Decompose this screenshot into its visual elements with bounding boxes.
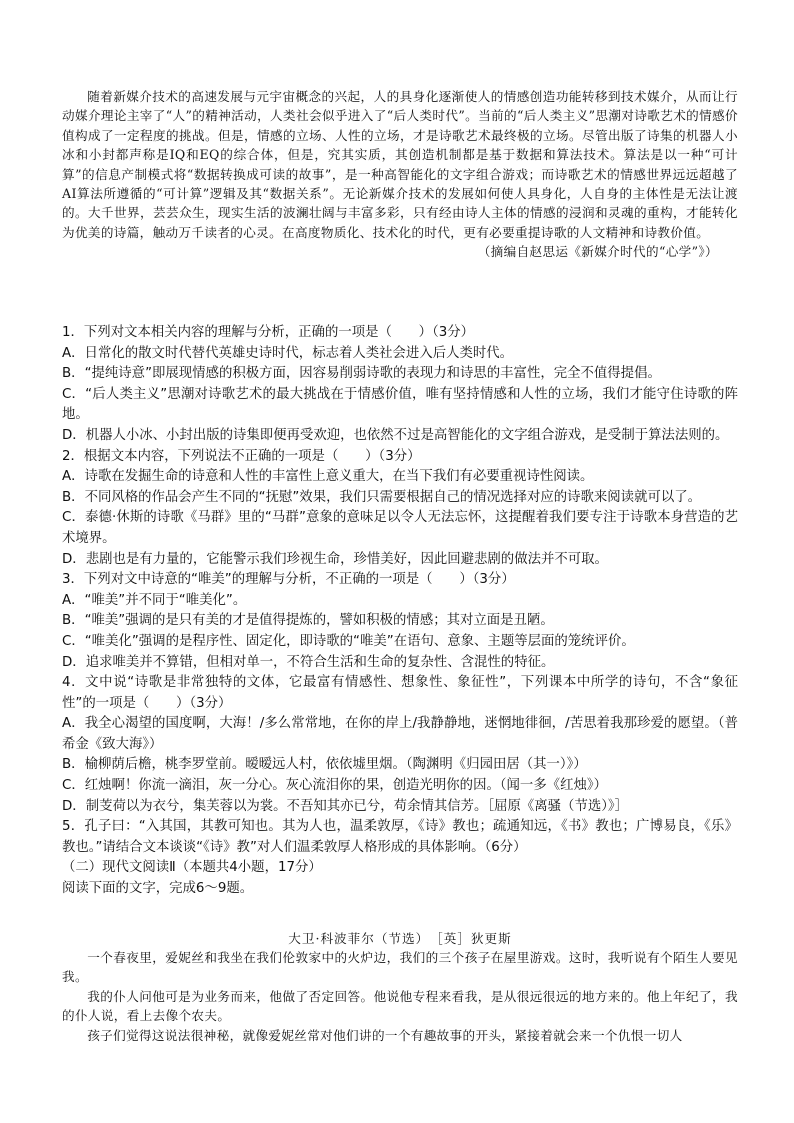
question-stem: 3．下列对文中诗意的“唯美”的理解与分析，不正确的一项是（ ）（3分）: [62, 572, 515, 588]
option-b: B．“唯美”强调的是只有美的才是值得提炼的，譬如积极的情感；其对立面是丑陋。: [62, 613, 554, 629]
question-2: [62, 447, 738, 571]
section-heading: （二）现代文阅读Ⅱ（本题共4小题，17分）: [62, 860, 322, 876]
passage-paragraph: 一个春夜里，爱妮丝和我坐在我们伦敦家中的火炉边，我们的三个孩子在屋里游戏。这时，我听说有个陌生人要见我。: [62, 950, 738, 985]
question-stem: 1．下列对文本相关内容的理解与分析，正确的一项是（ ）（3分）: [62, 325, 475, 340]
option-d: D．追求唯美并不算错，但相对单一，不符合生活和生命的复杂性、含混性的特征。: [62, 654, 555, 670]
option-d: D．机器人小冰、小封出版的诗集即便再受欢迎，也依然不过是高智能化的文字组合游戏，是受制于算法法则的。: [62, 427, 729, 443]
option-a: A．我全心渴望的国度啊，大海！/多么常常地，在你的岸上/我静静地，迷惘地徘徊，/苦思着我那珍爱的愿望。（普希金《致大海》）: [62, 716, 738, 752]
option-b: B．榆柳荫后檐，桃李罗堂前。暧暧远人村，依依墟里烟。（陶渊明《归园田居（其一）》）: [62, 757, 587, 773]
option-c: C．“后人类主义”思潮对诗歌艺术的最大挑战在于情感价值，唯有坚持情感和人性的立场，我们才能守住诗歌的阵地。: [62, 386, 738, 423]
passage-paragraph: 我的仆人问他可是为业务而来，他做了否定回答。他说他专程来看我，是从很远很远的地方来的。他上年纪了，我的仆人说，看上去像个农夫。: [62, 988, 738, 1024]
option-b: B．“提纯诗意”即展现情感的积极方面，因容易削弱诗歌的表现力和诗思的丰富性，完全不值得提倡。: [62, 366, 661, 382]
question-stem: 2．根据文本内容，下列说法不正确的一项是（ ）（3分）: [62, 448, 421, 464]
option-b: B．不同风格的作品会产生不同的“抚慰”效果，我们只需要根据自己的情况选择对应的诗歌来阅读就可以了。: [62, 489, 702, 505]
option-c: C．泰德·休斯的诗歌《马群》里的“马群”意象的意味足以令人无法忘怀，这提醒着我们要专注于诗歌本身营造的艺术境界。: [62, 510, 738, 546]
option-d: D．悲剧也是有力量的，它能警示我们珍视生命，珍惜美好，因此回避悲剧的做法并不可取。: [62, 551, 608, 567]
question-1: [62, 323, 738, 447]
option-c: C．红烛啊！你流一滴泪，灰一分心。灰心流泪你的果，创造光明你的因。（闻一多《红烛》）: [62, 778, 607, 794]
passage-1: [62, 87, 738, 262]
passage-paragraph: 随着新媒介技术的高速发展与元宇宙概念的兴起，人的具身化逐渐使人的情感创造功能转移到技术媒介，从而让行动媒介理论主宰了“人”的精神活动，人类社会似乎进入了“后人类时代”。当前的“后人类主义”思潮对诗歌艺术的情感价值构成了一定程度的挑战。但是，情感的立场、人性的立场，才是诗歌艺术最终极的立场。尽管出版了诗集的机器人小冰和小封都声称是IQ和EQ的综合体，但是，究其实质，其创造机制都是基于数据和算法技术。算法是以一种“可计算”的信息产制模式将“数据转换成可读的故事”，是一种高智能化的文字组合游戏；而诗歌艺术的情感世界远远超越了AI算法所遵循的“可计算”逻辑及其“数据关系”。无论新媒介技术的发展如何使人具身化，人自身的主体性是无法让渡的。大千世界，芸芸众生，现实生活的波澜壮阔与丰富多彩，只有经由诗人主体的情感的浸润和灵魂的重构，才能转化为优美的诗篇，触动万千读者的心灵。在高度物质化、技术化的时代，更有必要重提诗歌的人文精神和诗教价值。: [62, 89, 738, 240]
question-4: [62, 673, 738, 817]
passage-paragraph: 孩子们觉得这说法很神秘，就像爱妮丝常对他们讲的一个有趣故事的开头，紧接着就会来一个仇恨一切人: [87, 1027, 683, 1043]
option-c: C．“唯美化”强调的是程序性、固定化，即诗歌的“唯美”在语句、意象、主题等层面的笼统评价。: [62, 633, 635, 649]
question-5: [62, 817, 738, 858]
questions-block: [62, 323, 738, 900]
passage-title: 大卫·科波菲尔（节选） ［英］狄更斯: [288, 931, 512, 946]
section-instruction: 阅读下面的文字，完成6～9题。: [62, 881, 254, 897]
question-3: [62, 570, 738, 673]
passage-source: （摘编自赵思运《新媒介时代的“心学”》）: [477, 244, 718, 260]
passage-2: [62, 929, 738, 1045]
option-a: A．“唯美”并不同于“唯美化”。: [62, 592, 247, 608]
question-stem: 5．孔子曰：“入其国，其教可知也。其为人也，温柔敦厚，《诗》教也；疏通知远，《书》教也；广博易良，《乐》教也。”请结合文本谈谈“《诗》教”对人们温柔敦厚人格形成的具体影响。（6分）: [62, 819, 738, 855]
option-a: A．日常化的散文时代替代英雄史诗时代，标志着人类社会进入后人类时代。: [62, 345, 514, 361]
question-stem: 4．文中说“诗歌是非常独特的文体，它最富有情感性、想象性、象征性”，下列课本中所学的诗句，不含“象征性”的一项是（ ）（3分）: [62, 675, 738, 711]
option-a: A．诗歌在发掘生命的诗意和人性的丰富性上意义重大，在当下我们有必要重视诗性阅读。: [62, 469, 594, 485]
option-d: D．制芰荷以为衣兮，集芙蓉以为裳。不吾知其亦已兮，苟余情其信芳。［屈原《离骚（节选）》］: [62, 798, 629, 814]
